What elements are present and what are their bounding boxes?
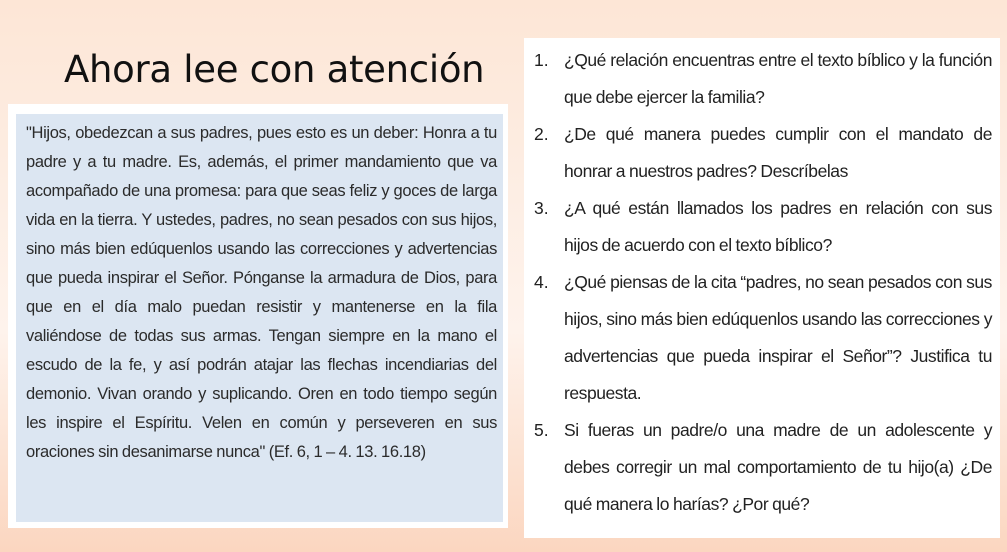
question-item-3 [534,190,992,264]
question-item-2 [534,116,992,190]
question-number: 5. [534,420,549,440]
question-item-5 [534,412,992,523]
question-text: Si fueras un padre/o una madre de un adolescente y debes corregir un mal comportamiento de tu hijo(a) ¿De qué manera lo harías? ¿Por qué? [564,420,992,514]
questions-panel [524,38,1000,538]
question-text: ¿Qué relación encuentras entre el texto bíblico y la función que debe ejercer la familia? [564,50,992,107]
question-text: ¿A qué están llamados los padres en relación con sus hijos de acuerdo con el texto bíblico? [564,198,992,255]
question-number: 2. [534,124,549,144]
question-number: 4. [534,272,549,292]
slide-title: Ahora lee con atención [64,48,485,91]
question-text: ¿Qué piensas de la cita “padres, no sean pesados con sus hijos, sino más bien edúquenlos usando las correcciones y advertencias que pueda inspirar el Señor”? Justifica tu respuesta. [564,272,992,403]
bible-passage-text: "Hijos, obedezcan a sus padres, pues esto es un deber: Honra a tu padre y a tu madre. Es, además, el primer mandamiento que va acompañado de una promesa: para que seas feliz y goces de larga vida en la tierra. Y ustedes, padres, no sean pesados con sus hijos, sino más bien edúquenlos usando las correcciones y advertencias que pueda inspirar el Señor. Pónganse la armadura de Dios, para que en el día malo puedan resistir y mantenerse en la fila valiéndose de todas sus armas. Tengan siempre en la mano el escudo de la fe, y así podrán atajar las flechas incendiarias del demonio. Vivan orando y suplicando. Oren en todo tiempo según les inspire el Espíritu. Velen en común y perseveren en sus oraciones sin desanimarse nunca" (Ef. 6, 1 – 4. 13. 16.18) [26,124,497,461]
question-item-1 [534,42,992,116]
question-item-4 [534,264,992,412]
bible-passage-box [16,114,503,522]
question-number: 1. [534,50,549,70]
question-text: ¿De qué manera puedes cumplir con el mandato de honrar a nuestros padres? Descríbelas [564,124,992,181]
passage-panel [8,104,508,528]
question-number: 3. [534,198,549,218]
question-list [534,42,992,523]
